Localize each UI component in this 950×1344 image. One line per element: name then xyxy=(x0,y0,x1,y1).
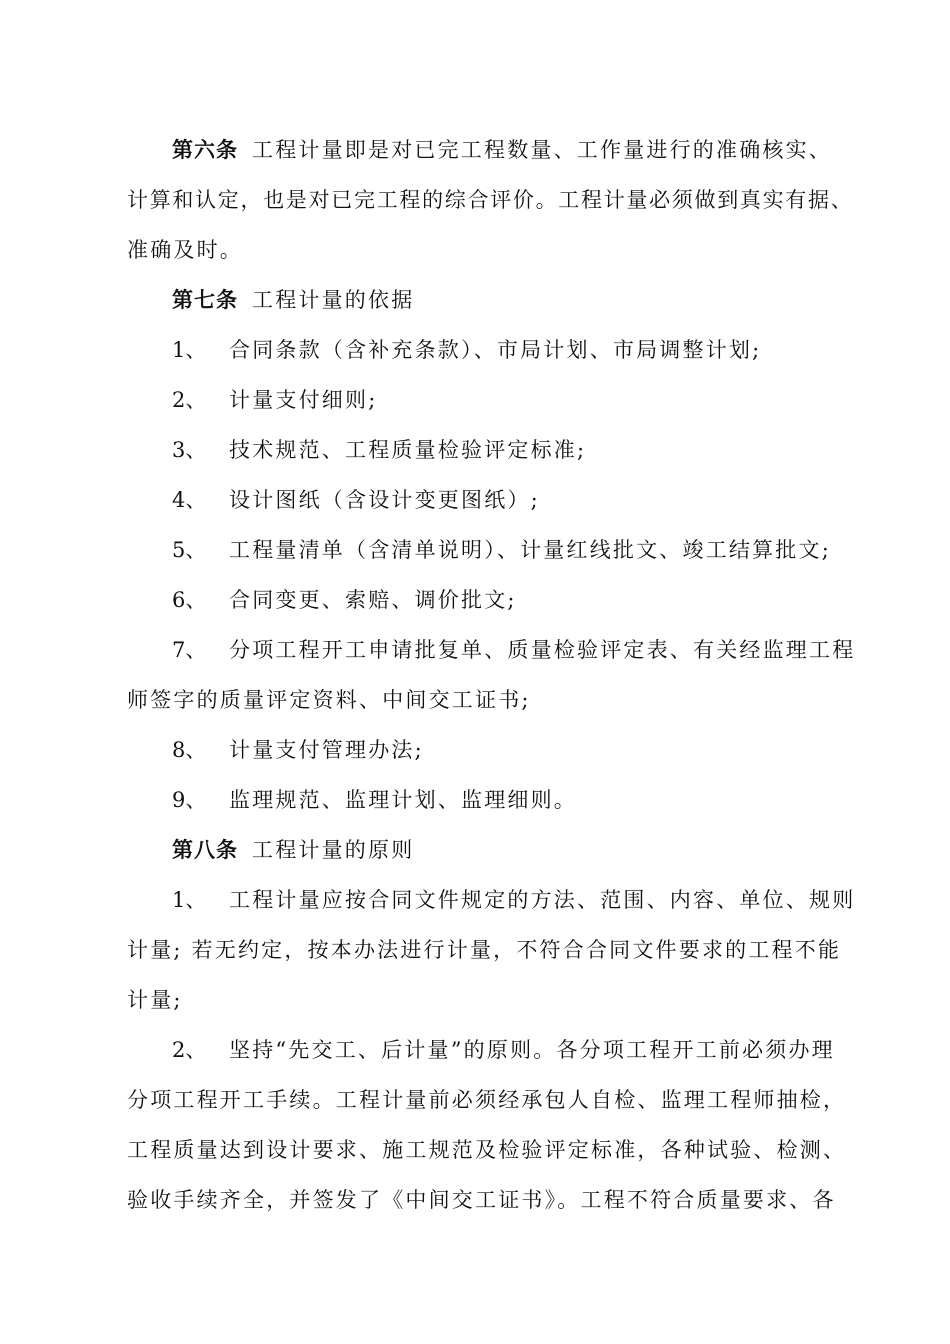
item-text: 坚持“先交工、后计量”的原则。各分项工程开工前必须办理 xyxy=(229,1038,835,1062)
article-6-title: 第六条 xyxy=(172,137,238,162)
item-text: 技术规范、工程质量检验评定标准; xyxy=(229,438,587,462)
item-number: 5、 xyxy=(172,538,207,562)
article-7-item-7-continuation: 师签字的质量评定资料、中间交工证书; xyxy=(127,688,531,712)
item-number: 2、 xyxy=(172,1038,207,1062)
article-7-item-6 xyxy=(172,586,517,614)
article-7-heading-text: 工程计量的依据 xyxy=(252,288,415,312)
article-7-item-8 xyxy=(172,736,424,764)
item-number: 1、 xyxy=(172,888,207,912)
article-8-item-1-continuation-2: 计量; xyxy=(127,988,183,1012)
article-7-item-7 xyxy=(172,636,855,664)
article-6-line-3: 准确及时。 xyxy=(127,238,243,262)
article-7-item-3 xyxy=(172,436,586,464)
item-number: 3、 xyxy=(172,438,207,462)
item-number: 8、 xyxy=(172,738,207,762)
article-7-item-1 xyxy=(172,336,761,364)
article-8-item-1 xyxy=(172,886,855,914)
article-7-item-5 xyxy=(172,536,831,564)
item-text: 合同变更、索赔、调价批文; xyxy=(229,588,517,612)
item-number: 1、 xyxy=(172,338,207,362)
article-8-item-2 xyxy=(172,1036,835,1064)
item-text: 计量支付细则; xyxy=(229,388,378,412)
item-text: 工程量清单（含清单说明）、计量红线批文、竣工结算批文; xyxy=(229,538,831,562)
item-text: 工程计量应按合同文件规定的方法、范围、内容、单位、规则 xyxy=(229,888,856,912)
article-6-line-2: 计算和认定，也是对已完工程的综合评价。工程计量必须做到真实有据、 xyxy=(127,188,854,212)
article-6-text-1: 工程计量即是对已完工程数量、工作量进行的准确核实、 xyxy=(252,138,832,162)
article-8-item-1-continuation-1: 计量; 若无约定，按本办法进行计量，不符合合同文件要求的工程不能 xyxy=(127,938,842,962)
article-7-item-9 xyxy=(172,786,577,814)
item-text: 设计图纸（含设计变更图纸）; xyxy=(229,488,540,512)
article-7-item-2 xyxy=(172,386,377,414)
item-number: 9、 xyxy=(172,788,207,812)
item-number: 2、 xyxy=(172,388,207,412)
item-text: 计量支付管理办法; xyxy=(229,738,424,762)
article-8-item-2-continuation-1: 分项工程开工手续。工程计量前必须经承包人自检、监理工程师抽检， xyxy=(127,1088,847,1112)
item-number: 7、 xyxy=(172,638,207,662)
article-8-heading-text: 工程计量的原则 xyxy=(252,838,415,862)
article-7-title: 第七条 xyxy=(172,287,238,312)
item-number: 4、 xyxy=(172,488,207,512)
item-number: 6、 xyxy=(172,588,207,612)
item-text: 合同条款（含补充条款）、市局计划、市局调整计划; xyxy=(229,338,762,362)
item-text: 分项工程开工申请批复单、质量检验评定表、有关经监理工程 xyxy=(229,638,856,662)
article-7-item-4 xyxy=(172,486,540,514)
article-8-item-2-continuation-3: 验收手续齐全，并签发了《中间交工证书》。工程不符合质量要求、各 xyxy=(127,1188,836,1212)
article-6-line-1 xyxy=(172,136,832,164)
article-8-heading xyxy=(172,836,414,864)
article-7-heading xyxy=(172,286,414,314)
article-8-title: 第八条 xyxy=(172,837,238,862)
article-8-item-2-continuation-2: 工程质量达到设计要求、施工规范及检验评定标准，各种试验、检测、 xyxy=(127,1138,847,1162)
item-text: 监理规范、监理计划、监理细则。 xyxy=(229,788,577,812)
